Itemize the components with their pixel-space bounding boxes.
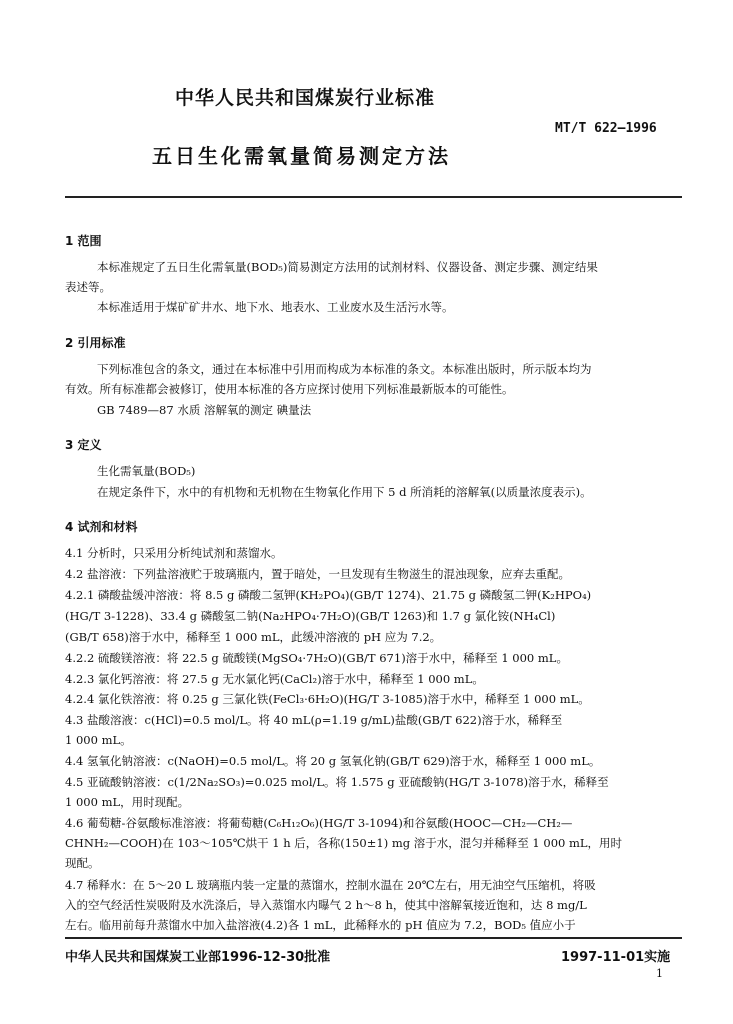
paragraph: 本标准规定了五日生化需氧量(BOD₅)简易测定方法用的试剂材料、仪器设备、测定步骤、测定结果 <box>97 260 598 274</box>
paragraph: 4.2.4 氯化铁溶液：将 0.25 g 三氯化铁(FeCl₃·6H₂O)(HG/T 3-1085)溶于水中，稀释至 1 000 mL。 <box>65 692 590 706</box>
standard-category-title: 中华人民共和国煤炭行业标准 <box>175 87 436 109</box>
paragraph: CHNH₂—COOH)在 103～105℃烘干 1 h 后，各称(150±1) mg 溶于水，混匀并稀释至 1 000 mL，用时 <box>65 836 623 850</box>
paragraph: 下列标准包含的条文，通过在本标准中引用而构成为本标准的条文。本标准出版时，所示版本均为 <box>97 362 592 376</box>
paragraph: 有效。所有标准都会被修订，使用本标准的各方应探讨使用下列标准最新版本的可能性。 <box>65 382 514 396</box>
paragraph: (GB/T 658)溶于水中，稀释至 1 000 mL，此缓冲溶液的 pH 应为 7.2。 <box>65 630 442 644</box>
paragraph: 4.7 稀释水：在 5～20 L 玻璃瓶内装一定量的蒸馏水，控制水温在 20℃左右，用无油空气压缩机，将吸 <box>65 878 596 892</box>
approval-note: 中华人民共和国煤炭工业部1996-12-30批准 <box>65 950 331 965</box>
paragraph: 1 000 mL。 <box>65 733 132 747</box>
implementation-date: 1997-11-01实施 <box>561 950 671 965</box>
paragraph: 现配。 <box>65 856 100 870</box>
paragraph: 生化需氧量(BOD₅) <box>97 464 196 478</box>
document-title: 五日生化需氧量简易测定方法 <box>152 144 451 168</box>
paragraph: 4.4 氢氧化钠溶液：c(NaOH)=0.5 mol/L。将 20 g 氢氧化钠(GB/T 629)溶于水，稀释至 1 000 mL。 <box>65 754 601 768</box>
paragraph: 4.2.3 氯化钙溶液：将 27.5 g 无水氯化钙(CaCl₂)溶于水中，稀释至 1 000 mL。 <box>65 672 484 686</box>
section-4-heading: 4 试剂和材料 <box>65 520 138 534</box>
footer-divider <box>65 937 682 939</box>
paragraph: 4.2 盐溶液：下列盐溶液贮于玻璃瓶内，置于暗处，一旦发现有生物滋生的混浊现象，应弃去重配。 <box>65 567 570 581</box>
paragraph: GB 7489—87 水质 溶解氧的测定 碘量法 <box>97 403 312 417</box>
paragraph: (HG/T 3-1228)、33.4 g 磷酸氢二钠(Na₂HPO₄·7H₂O)(GB/T 1263)和 1.7 g 氯化铵(NH₄Cl) <box>65 609 556 623</box>
paragraph: 1 000 mL，用时现配。 <box>65 795 190 809</box>
paragraph: 4.2.2 硫酸镁溶液：将 22.5 g 硫酸镁(MgSO₄·7H₂O)(GB/T 671)溶于水中，稀释至 1 000 mL。 <box>65 651 568 665</box>
paragraph: 表述等。 <box>65 280 111 294</box>
paragraph: 4.2.1 磷酸盐缓冲溶液：将 8.5 g 磷酸二氢钾(KH₂PO₄)(GB/T 1274)、21.75 g 磷酸氢二钾(K₂HPO₄) <box>65 588 592 602</box>
paragraph: 左右。临用前每升蒸馏水中加入盐溶液(4.2)各 1 mL，此稀释水的 pH 值应为 7.2，BOD₅ 值应小于 <box>65 918 576 932</box>
section-3-heading: 3 定义 <box>65 438 102 452</box>
paragraph: 本标准适用于煤矿矿井水、地下水、地表水、工业废水及生活污水等。 <box>97 300 454 314</box>
paragraph: 在规定条件下，水中的有机物和无机物在生物氧化作用下 5 d 所消耗的溶解氧(以质量浓度表示)。 <box>97 485 592 499</box>
section-1-heading: 1 范围 <box>65 234 102 248</box>
paragraph: 4.5 亚硫酸钠溶液：c(1/2Na₂SO₃)=0.025 mol/L。将 1.575 g 亚硫酸钠(HG/T 3-1078)溶于水，稀释至 <box>65 775 609 789</box>
paragraph: 入的空气经活性炭吸附及水洗涤后，导入蒸馏水内曝气 2 h～8 h，使其中溶解氧接近饱和，达 8 mg/L <box>65 898 587 912</box>
paragraph: 4.3 盐酸溶液：c(HCl)=0.5 mol/L。将 40 mL(ρ=1.19 g/mL)盐酸(GB/T 622)溶于水，稀释至 <box>65 713 563 727</box>
header-divider <box>65 196 682 198</box>
paragraph: 4.1 分析时，只采用分析纯试剂和蒸馏水。 <box>65 546 283 560</box>
paragraph: 4.6 葡萄糖-谷氨酸标准溶液：将葡萄糖(C₆H₁₂O₆)(HG/T 3-1094)和谷氨酸(HOOC—CH₂—CH₂— <box>65 816 573 830</box>
standard-code: MT/T 622—1996 <box>555 121 657 136</box>
section-2-heading: 2 引用标准 <box>65 336 126 350</box>
page-number: 1 <box>656 967 663 980</box>
